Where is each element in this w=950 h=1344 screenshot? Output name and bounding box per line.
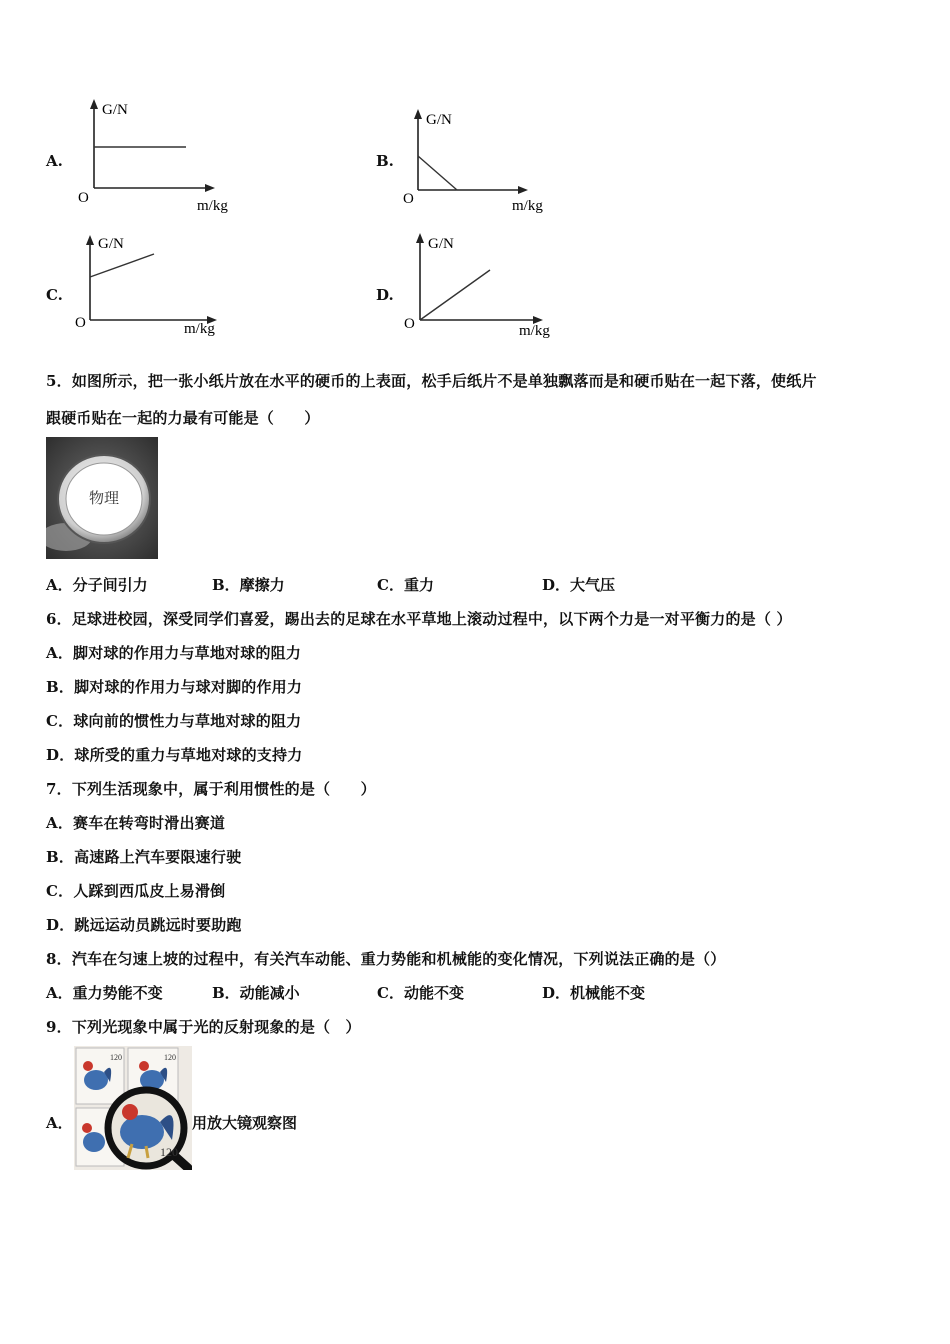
q7-option-c: C．人踩到西瓜皮上易滑倒 xyxy=(46,882,226,900)
stamp-value-1: 120 xyxy=(110,1053,122,1062)
graph-a xyxy=(70,98,250,216)
graph-c-origin: O xyxy=(75,315,86,331)
q9-option-a-caption: 用放大镜观察图 xyxy=(192,1114,298,1132)
graph-d-line xyxy=(420,270,490,320)
graph-option-a-letter: A. xyxy=(46,152,63,170)
graph-option-c-letter: C. xyxy=(46,286,63,304)
graph-option-b-letter: B. xyxy=(376,152,394,170)
stamp-value-magnified: 120 xyxy=(160,1145,178,1159)
graph-b-y-arrow xyxy=(414,109,422,119)
q6-option-c: C．球向前的惯性力与草地对球的阻力 xyxy=(46,712,302,730)
q5-stem-line2: 跟硬币贴在一起的力最有可能是（ ） xyxy=(46,409,320,427)
magnifier-stamp-photo xyxy=(74,1046,192,1170)
q6-option-b: B．脚对球的作用力与球对脚的作用力 xyxy=(46,678,303,696)
graph-a-y-arrow xyxy=(90,99,98,109)
graph-d-x-label: m/kg xyxy=(519,323,550,339)
graph-a-x-label: m/kg xyxy=(197,198,228,214)
graph-b-x-label: m/kg xyxy=(512,198,543,214)
q5-option-a: A．分子间引力 xyxy=(46,576,148,594)
q5-option-d: D．大气压 xyxy=(542,576,616,594)
graph-c-y-arrow xyxy=(86,235,94,245)
q9-option-a-letter: A． xyxy=(46,1114,73,1132)
q5-option-b: B．摩擦力 xyxy=(212,576,285,594)
graph-d-y-label: G/N xyxy=(428,236,454,252)
coin-photo xyxy=(46,437,158,559)
q8-option-c: C．动能不变 xyxy=(377,984,464,1002)
graph-d-origin: O xyxy=(404,316,415,332)
graph-b-line xyxy=(418,156,457,190)
graph-b-y-label: G/N xyxy=(426,112,452,128)
q6-stem: 6．足球进校园，深受同学们喜爱，踢出去的足球在水平草地上滚动过程中，以下两个力是一对平衡力的是（ ） xyxy=(46,610,792,628)
q8-option-b: B．动能减小 xyxy=(212,984,300,1002)
q7-option-d: D．跳远运动员跳远时要助跑 xyxy=(46,916,242,934)
q8-option-d: D．机械能不变 xyxy=(542,984,646,1002)
graph-a-y-label: G/N xyxy=(102,102,128,118)
graph-c-line xyxy=(90,254,154,277)
q9-stem: 9．下列光现象中属于光的反射现象的是（ ） xyxy=(46,1018,361,1036)
q8-stem: 8．汽车在匀速上坡的过程中，有关汽车动能、重力势能和机械能的变化情况，下列说法正确的是（） xyxy=(46,950,726,968)
graph-b-x-arrow xyxy=(518,186,528,194)
graph-c-x-label: m/kg xyxy=(184,321,215,337)
graph-a-x-arrow xyxy=(205,184,215,192)
q8-option-a: A．重力势能不变 xyxy=(46,984,163,1002)
graph-d-y-arrow xyxy=(416,233,424,243)
q7-option-b: B．高速路上汽车要限速行驶 xyxy=(46,848,242,866)
q6-option-a: A．脚对球的作用力与草地对球的阻力 xyxy=(46,644,302,662)
q5-stem-line1: 5．如图所示，把一张小纸片放在水平的硬币的上表面，松手后纸片不是单独飘落而是和硬币贴在一起下落，使纸片 xyxy=(46,372,817,390)
graph-option-d-letter: D. xyxy=(376,286,394,304)
q7-option-a: A．赛车在转弯时滑出赛道 xyxy=(46,814,226,832)
graph-c-y-label: G/N xyxy=(98,236,124,252)
graph-a-origin: O xyxy=(78,190,89,206)
q5-option-c: C．重力 xyxy=(377,576,434,594)
graph-c xyxy=(70,232,240,340)
graph-d xyxy=(398,230,578,342)
q6-option-d: D．球所受的重力与草地对球的支持力 xyxy=(46,746,303,764)
coin-label: 物理 xyxy=(88,491,120,507)
stamp-value-2: 120 xyxy=(164,1053,176,1062)
graph-b xyxy=(395,106,575,216)
q7-stem: 7．下列生活现象中，属于利用惯性的是（ ） xyxy=(46,780,376,798)
graph-b-origin: O xyxy=(403,191,414,207)
